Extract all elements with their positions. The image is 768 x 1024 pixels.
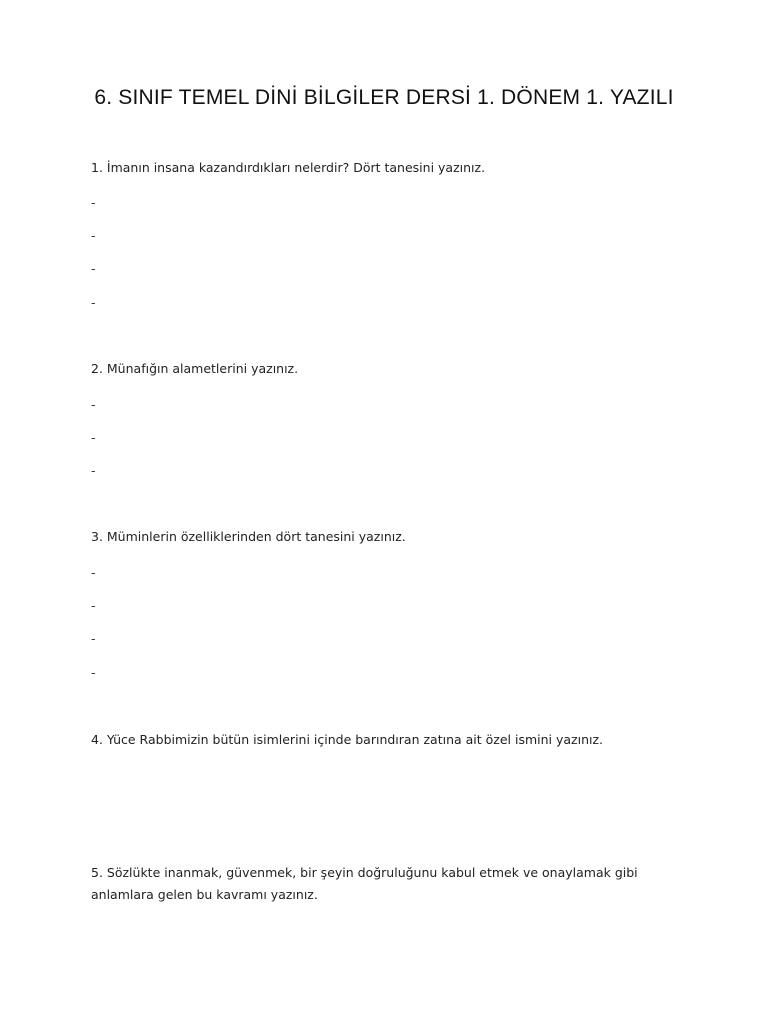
answer-line: - — [91, 397, 96, 412]
answer-line: - — [91, 598, 96, 613]
answer-line: - — [91, 195, 96, 210]
question-5: 5. Sözlükte inanmak, güvenmek, bir şeyin doğruluğunu kabul etmek ve onaylamak gibi anlamlara gelen bu kavramı yazınız. — [91, 865, 638, 902]
answer-line: - — [91, 228, 96, 243]
answer-line: - — [91, 565, 96, 580]
question-3: 3. Müminlerin özelliklerinden dört tanesini yazınız. — [91, 529, 406, 544]
question-4: 4. Yüce Rabbimizin bütün isimlerini içinde barındıran zatına ait özel ismini yazınız. — [91, 732, 604, 747]
answer-line: - — [91, 430, 96, 445]
answer-line: - — [91, 463, 96, 478]
answer-line: - — [91, 261, 96, 276]
question-2: 2. Münafığın alametlerini yazınız. — [91, 361, 299, 376]
answer-line: - — [91, 631, 96, 646]
answer-line: - — [91, 665, 96, 680]
exam-title: 6. SINIF TEMEL DİNİ BİLGİLER DERSİ 1. DÖNEM 1. YAZILI — [94, 86, 674, 109]
question-1: 1. İmanın insana kazandırdıkları nelerdir? Dört tanesini yazınız. — [91, 160, 486, 175]
answer-line: - — [91, 295, 96, 310]
